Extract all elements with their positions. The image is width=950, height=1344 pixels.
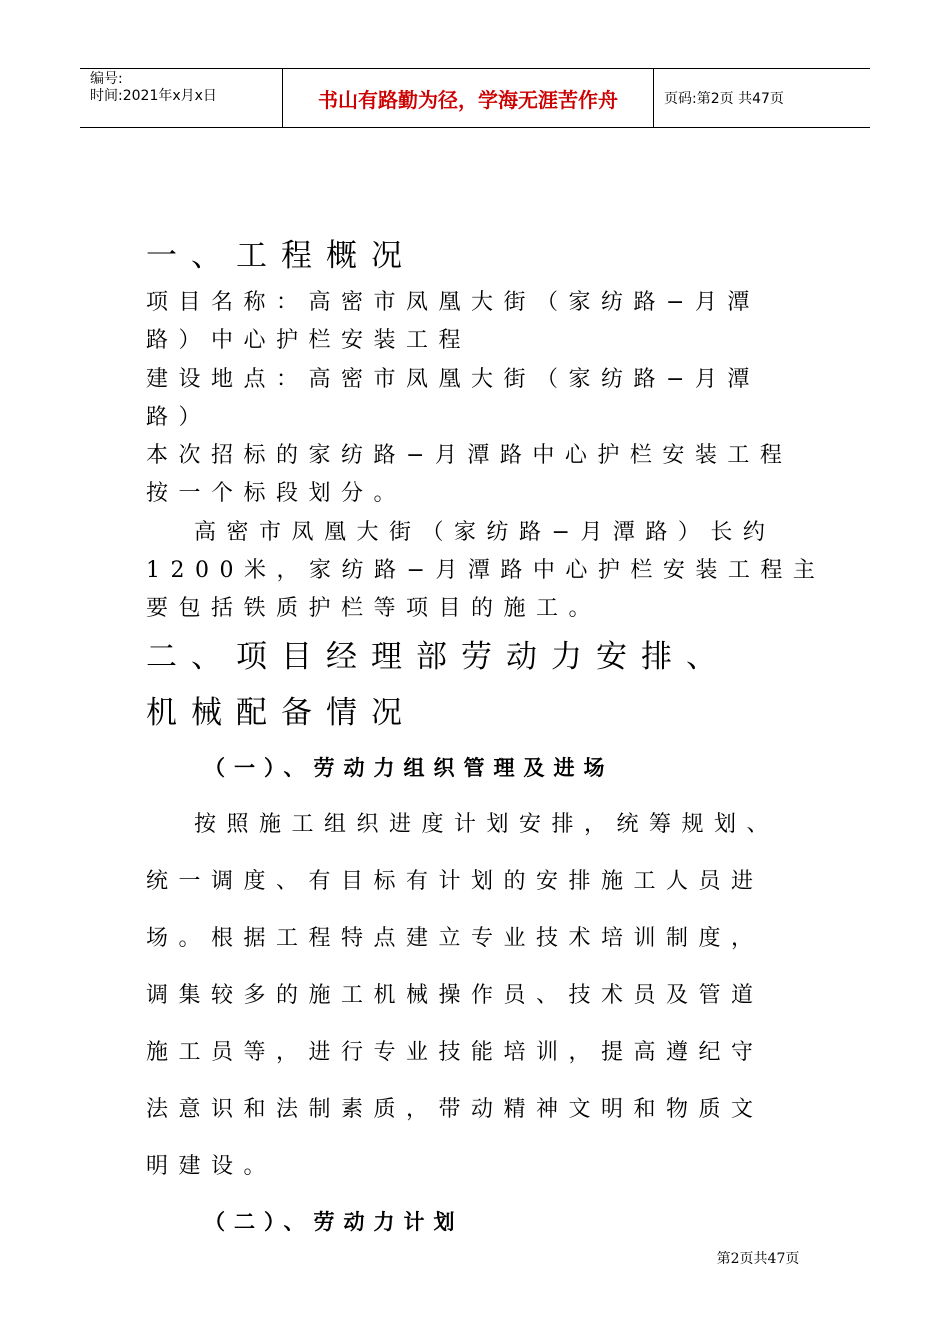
- section-2-title-line-2: 机械配备情况: [146, 694, 416, 731]
- paragraph-line: 明建设。: [146, 1153, 277, 1179]
- paragraph-line: 项目名称：高密市凤凰大街（家纺路−月潭: [146, 290, 760, 315]
- paragraph-line: 施工员等，进行专业技能培训，提高遵纪守: [146, 1039, 764, 1065]
- paragraph-line: 法意识和法制素质，带动精神文明和物质文: [146, 1096, 764, 1122]
- paragraph-line: 路）: [146, 404, 212, 430]
- document-date: 时间:2021年x月x日: [90, 88, 217, 104]
- paragraph-line: 场。根据工程特点建立专业技术培训制度，: [146, 925, 764, 951]
- page-footer: [0, 1248, 950, 1268]
- paragraph-line: 高密市凤凰大街（家纺路−月潭路）长约: [194, 519, 776, 545]
- document-number-label: 编号:: [90, 71, 123, 87]
- paragraph-line: 要包括铁质护栏等项目的施工。: [146, 596, 602, 622]
- header-meta: [80, 69, 282, 127]
- paragraph-line: 路）中心护栏安装工程: [146, 328, 472, 354]
- section-1-title: 一、工程概况: [146, 238, 416, 274]
- paragraph-line: 1200米，家纺路−月潭路中心护栏安装工程主: [146, 558, 826, 584]
- paragraph-line: 本次招标的家纺路−月潭路中心护栏安装工程: [146, 443, 793, 469]
- subsection-1-title: （一）、劳动力组织管理及进场: [204, 755, 614, 780]
- page-header: [80, 68, 870, 128]
- section-2-title-line-1: 二、项目经理部劳动力安排、: [146, 638, 731, 675]
- paragraph-line: 按一个标段划分。: [146, 481, 407, 507]
- paragraph-line: 按照施工组织进度计划安排，统筹规划、: [194, 811, 780, 837]
- paragraph-line: 统一调度、有目标有计划的安排施工人员进: [146, 868, 764, 894]
- paragraph-line: 调集较多的施工机械操作员、技术员及管道: [146, 982, 764, 1008]
- document-body: [146, 228, 826, 1250]
- header-page-info: 页码:第2页 共47页: [664, 91, 784, 107]
- subsection-2-title: （二）、劳动力计划: [204, 1209, 464, 1234]
- paragraph-line: 建设地点：高密市凤凰大街（家纺路−月潭: [146, 366, 760, 392]
- header-motto: 书山有路勤为径，学海无涯苦作舟: [318, 87, 618, 112]
- footer-page-number: 第2页共47页: [716, 1251, 800, 1267]
- header-motto-cell: [282, 69, 654, 127]
